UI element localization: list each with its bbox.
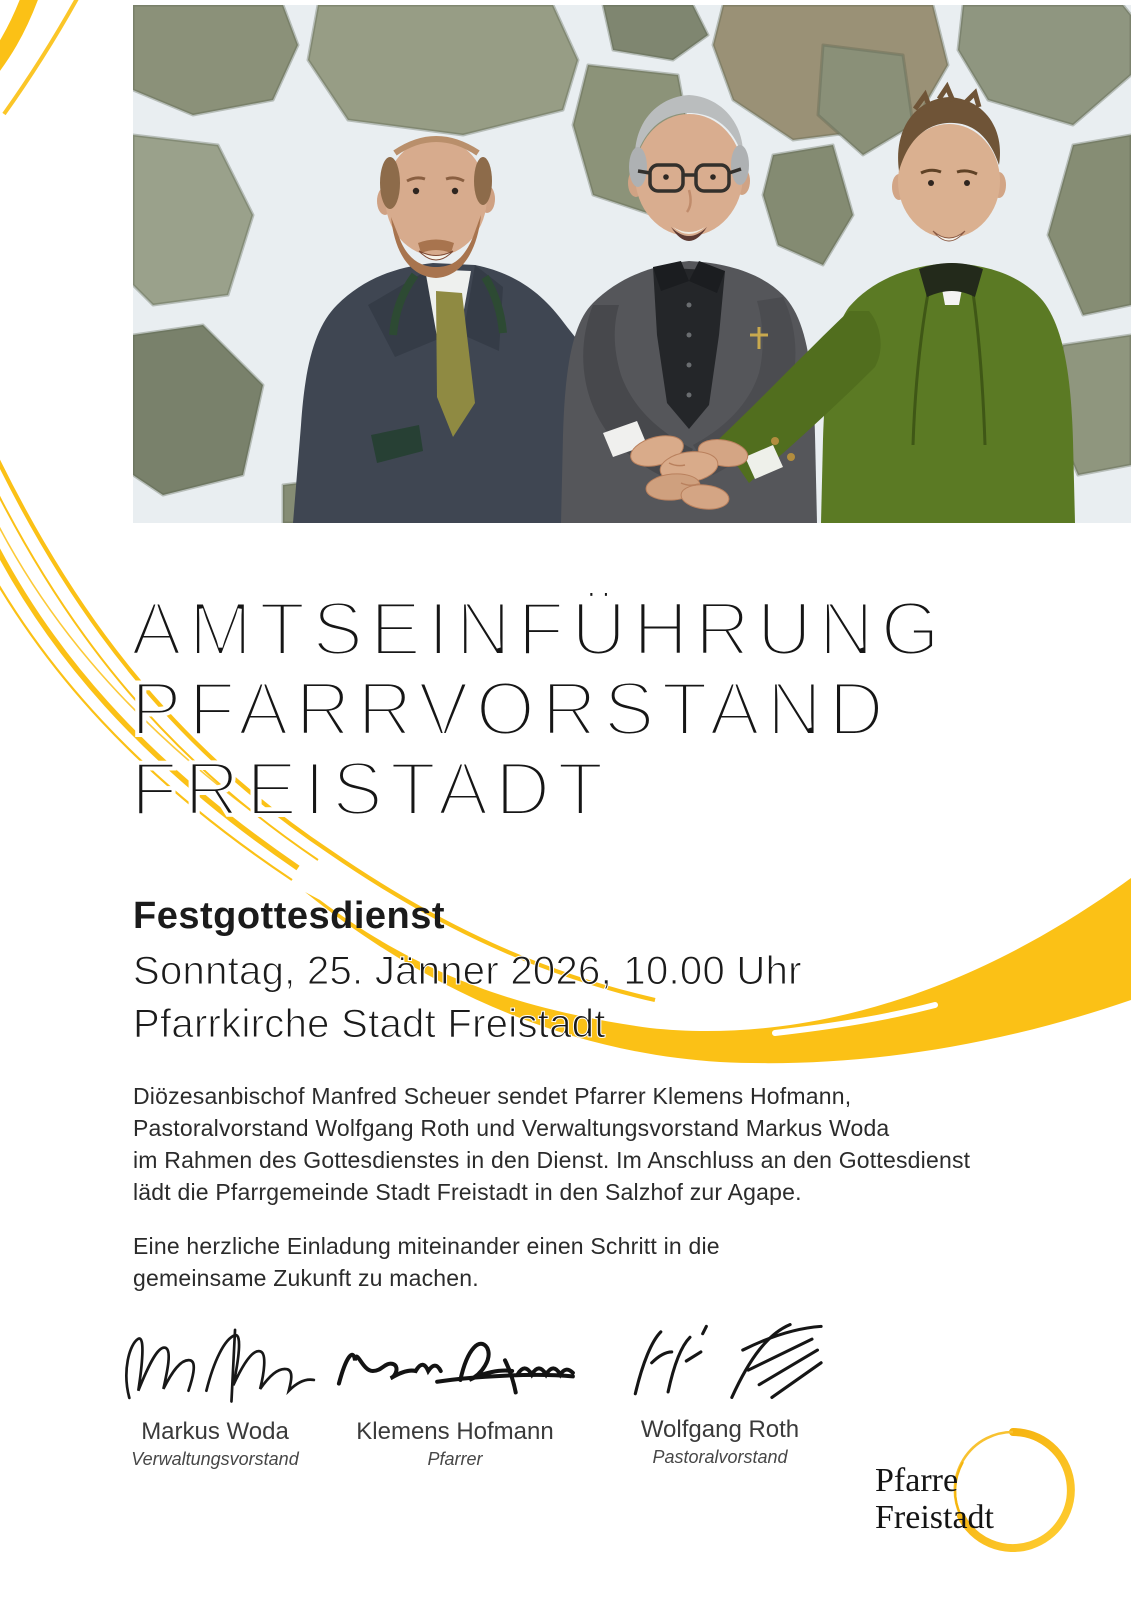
signature-wolfgang-roth-image [615, 1310, 825, 1412]
paragraph-1-line-3: im Rahmen des Gottesdienstes in den Dienst. Im Anschluss an den Gottesdienst [133, 1147, 971, 1173]
paragraph-1-line-4: lädt die Pfarrgemeinde Stadt Freistadt in den Salzhof zur Agape. [133, 1179, 802, 1205]
signature-block-klemens-hofmann [330, 1322, 580, 1472]
event-info [133, 893, 802, 1051]
paragraph-1-line-1: Diözesanbischof Manfred Scheuer sendet Pfarrer Klemens Hofmann, [133, 1083, 852, 1109]
title-line-3: FREISTADT [131, 747, 611, 832]
title-line-1: AMTSEINFÜHRUNG [131, 587, 947, 672]
title-line-2: PFARRVORSTAND [131, 667, 891, 752]
event-location: Pfarrkirche Stadt Freistadt [133, 1002, 606, 1046]
signer-name: Markus Woda [141, 1418, 289, 1445]
event-datetime: Sonntag, 25. Jänner 2026, 10.00 Uhr [133, 949, 802, 993]
signer-name: Klemens Hofmann [356, 1418, 554, 1445]
event-title: Festgottesdienst [133, 895, 446, 937]
paragraph-1-line-2: Pastoralvorstand Wolfgang Roth und Verwaltungsvorstand Markus Woda [133, 1115, 890, 1141]
paragraph-1 [133, 1080, 970, 1208]
paragraph-2-line-1: Eine herzliche Einladung miteinander einen Schritt in die [133, 1233, 720, 1259]
signature-block-markus-woda [115, 1322, 315, 1472]
page-title [131, 587, 947, 832]
signer-name: Wolfgang Roth [640, 1416, 800, 1443]
paragraph-2-line-2: gemeinsame Zukunft zu machen. [133, 1265, 479, 1291]
body-text [133, 1080, 970, 1294]
signer-role: Pastoralvorstand [652, 1447, 788, 1467]
signer-role: Verwaltungsvorstand [131, 1449, 299, 1469]
signature-markus-woda-image [115, 1322, 330, 1412]
logo-line-1: Pfarre [875, 1462, 959, 1499]
logo-wordmark [875, 1462, 994, 1536]
paragraph-2 [133, 1230, 970, 1294]
signer-role: Pfarrer [427, 1449, 483, 1469]
signature-klemens-hofmann-image [330, 1322, 580, 1412]
logo-line-2: Freistadt [875, 1499, 994, 1536]
photo-three-men-handshake [133, 5, 1131, 523]
signature-block-wolfgang-roth [610, 1310, 830, 1470]
